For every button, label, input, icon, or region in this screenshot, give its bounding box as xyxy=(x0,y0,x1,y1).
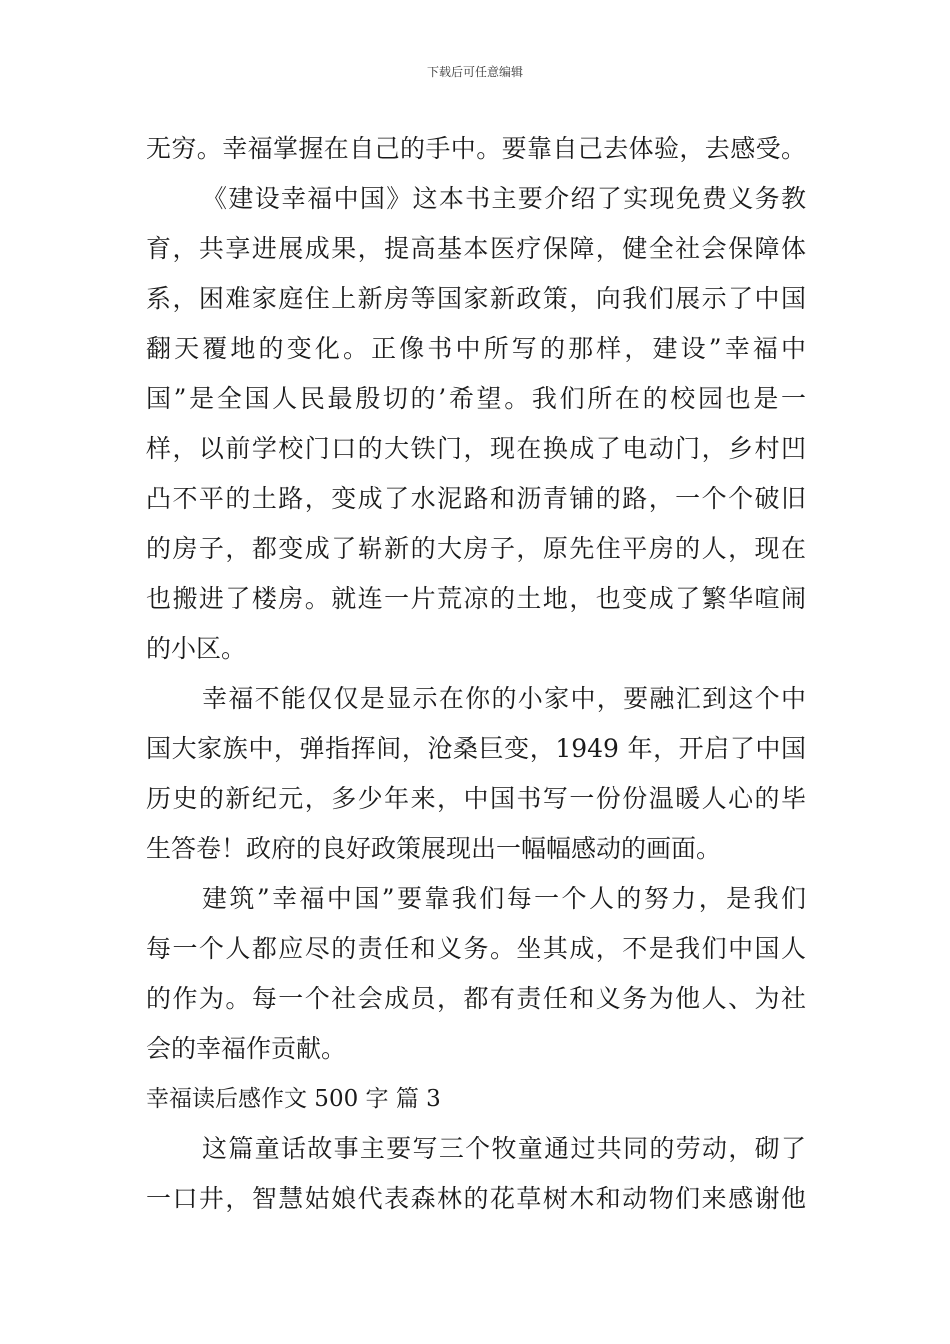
text-line: 无穷。幸福掌握在自己的手中。要靠自己去体验，去感受。 xyxy=(146,134,806,163)
text-line: 的房子，都变成了崭新的大房子，原先住平房的人，现在 xyxy=(146,534,806,563)
text-line: 这篇童话故事主要写三个牧童通过共同的劳动，砌了 xyxy=(202,1134,806,1163)
text-line: 样，以前学校门口的大铁门，现在换成了电动门，乡村凹 xyxy=(146,434,806,463)
text-line: 凸不平的土路，变成了水泥路和沥青铺的路，一个个破旧 xyxy=(146,484,806,513)
page-header: 下载后可任意编辑 xyxy=(426,65,523,79)
text-line: 会的幸福作贡献。 xyxy=(146,1034,347,1063)
section-heading: 幸福读后感作文 500 字 篇 3 xyxy=(146,1086,441,1112)
text-line: 生答卷！政府的良好政策展现出一幅幅感动的画面。 xyxy=(146,834,722,863)
text-line: 建筑”幸福中国”要靠我们每一个人的努力，是我们 xyxy=(202,884,806,913)
text-line: 一口井，智慧姑娘代表森林的花草树木和动物们来感谢他 xyxy=(146,1184,806,1213)
body-text xyxy=(146,124,806,1224)
text-line: 历史的新纪元，多少年来，中国书写一份份温暖人心的毕 xyxy=(146,784,806,813)
text-line: 的小区。 xyxy=(146,634,247,663)
text-line: 育，共享进展成果，提高基本医疗保障，健全社会保障体 xyxy=(146,234,806,263)
text-line: 的作为。每一个社会成员，都有责任和义务为他人、为社 xyxy=(146,984,806,1013)
text-line: 也搬进了楼房。就连一片荒凉的土地，也变成了繁华喧闹 xyxy=(146,584,806,613)
text-line: 翻天覆地的变化。正像书中所写的那样，建设”幸福中 xyxy=(146,334,806,363)
text-line: 国”是全国人民最殷切的’希望。我们所在的校园也是一 xyxy=(146,384,806,413)
text-line: 系，困难家庭住上新房等国家新政策，向我们展示了中国 xyxy=(146,284,806,313)
text-line: 每一个人都应尽的责任和义务。坐其成，不是我们中国人 xyxy=(146,934,806,963)
text-line: 《建设幸福中国》这本书主要介绍了实现免费义务教 xyxy=(202,184,806,213)
text-line: 国大家族中，弹指挥间，沧桑巨变，1949 年，开启了中国 xyxy=(146,734,806,763)
text-line: 幸福不能仅仅是显示在你的小家中，要融汇到这个中 xyxy=(202,684,806,713)
